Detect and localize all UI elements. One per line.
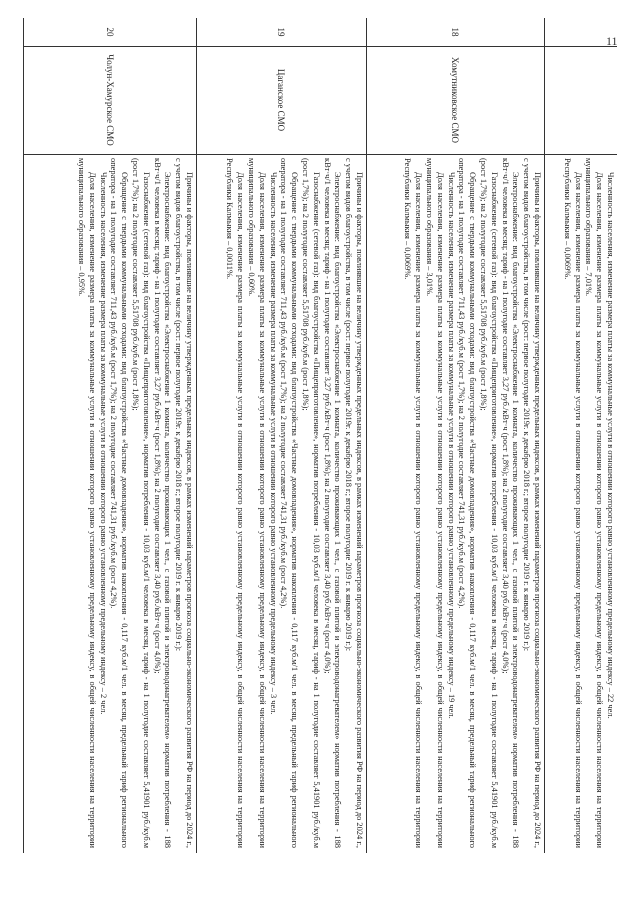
description-cell <box>224 158 364 848</box>
paragraph: Газоснабжение (сетевой газ): вид благоустройства «Пищеприготовление», норматив потребления - 10,03 куб.м/1 человека в месяц, тариф - на 1 полугодие составляет 5,41901 руб./куб.м (рост 1,7%); на 2 полугодие составляет 5,51708 руб./куб.м (рост 1,8%); <box>301 158 321 848</box>
paragraph: Численность населения, изменение размера платы за коммунальные услуги в отношении которого равно установленному предельному индексу – 2 чел. <box>98 172 108 715</box>
table-row <box>23 18 197 853</box>
paragraph: Электроснабжение: вид благоустройства «Электроснабжение 1 комната, количество проживающих 1 чел., с газовой плитой и электроводонагревателем» норматив потребления - 188 кВт·ч/1 человека в месяц; тариф - на 1 полугодие составляет 3,27 руб./кВт·ч (рост 1,8%); на 2 полугодие составляет 3,40 руб./кВт·ч (рост 4,0%); <box>500 158 521 848</box>
paragraph: Доля населения, изменение размера платы за коммунальные услуги в отношении которого равно установленному предельному индексу, в общей численности населения на территории муниципального образования – 0,95%. <box>77 158 97 848</box>
paragraph: Причины и факторы, повлиявшие на величину утвержденных предельных индексов, в рамках изменений параметров прогноза социально-экономического развития РФ на период до 2024 г., с учетом видов благоустройства, в том числе (рост: первое полугодие 2019г. к декабрю 2018 г.; второе полугодие 2019 г. к январю 2019 г.): <box>344 158 364 848</box>
municipality-name-cell: Цаганское СМО <box>196 46 366 155</box>
paragraph: Причины и факторы, повлиявшие на величину утвержденных предельных индексов, в рамках изменений параметров прогноза социально-экономического развития РФ на период до 2024 г., с учетом видов благоустройства, в том числе (рост: первое полугодие 2019г. к декабрю 2018 г.; второе полугодие 2019 г. к январю 2019 г.): <box>174 158 194 848</box>
municipality-name-cell: Чолун-Хамурское СМО <box>24 46 196 155</box>
description-cell <box>561 158 615 848</box>
paragraph: Доля населения, изменение размера платы за коммунальные услуги в отношении которого равно установленному предельному индексу, в общей численности населения на территории Республики Калмыкия – 0,0069%. <box>403 158 424 848</box>
paragraph: Газоснабжение (сетевой газ): вид благоустройства «Пищеприготовление», норматив потребления - 10,03 куб.м/1 человека в месяц, тариф - на 1 полугодие составляет 5,41901 руб./куб.м (рост 1,7%); на 2 полугодие составляет 5,51708 руб./куб.м (рост 1,8%); <box>131 158 151 848</box>
row-number-cell <box>545 18 617 47</box>
paragraph: Обращение с твердыми коммунальными отходами: вид благоустройства «Частные домовладения», норматив накопления - 0,117 куб.м/1 чел. в месяц, предельный тариф регионального оператора - на 1 полугодие составляет 711,43 руб./куб.м (рост 1,7%); на 2 полугодие составляет 741,31 руб./куб.м (рост 4,2%). <box>279 158 300 848</box>
paragraph: Причины и факторы, повлиявшие на величину утвержденных предельных индексов, в рамках изменений параметров прогноза социально-экономического развития РФ на период до 2024 г., с учетом видов благоустройства, в том числе (рост: первое полугодие 2019г. к декабрю 2018 г.; второе полугодие 2019 г. к январю 2019 г.): <box>522 158 542 848</box>
paragraph: Доля населения, изменение размера платы за коммунальные услуги в отношении которого равно установленному предельному индексу, в общей численности населения на территории муниципального образования – 0,60%. <box>247 158 267 848</box>
table-row-continuation <box>545 18 617 853</box>
row-number-cell: 20 <box>24 18 196 47</box>
rotated-table <box>19 18 617 853</box>
paragraph: Доля населения, изменение размера платы за коммунальные услуги в отношении которого равно установленному предельному индексу, в общей численности населения на территории муниципального образования – 3,01%. <box>425 158 445 848</box>
paragraph: Обращение с твердыми коммунальными отходами: вид благоустройства «Частные домовладения», норматив накопления - 0,117 куб.м/1 чел. в месяц, предельный тариф регионального оператора - на 1 полугодие составляет 711,43 руб./куб.м (рост 1,7%); на 2 полугодие составляет 741,31 руб./куб.м (рост 4,2%). <box>109 158 130 848</box>
paragraph: Численность населения, изменение размера платы за коммунальные услуги в отношении которого равно установленному предельному индексу – 22 чел. <box>606 172 615 719</box>
paragraph: Электроснабжение: вид благоустройства «Электроснабжение 1 комната, количество проживающих 1 чел., с газовой плитой и электроводонагревателем» норматив потребления - 188 кВт·ч/1 человека в месяц; тариф - на 1 полугодие составляет 3,27 руб./кВт·ч (рост 1,8%); на 2 полугодие составляет 3,40 руб./кВт·ч (рост 4,0%); <box>152 158 173 848</box>
paragraph: Доля населения, изменение размера платы за коммунальные услуги в отношении которого равно установленному предельному индексу, в общей численности населения на территории Республики Калмыкия – 0,0011%. <box>225 158 246 848</box>
paragraph: Доля населения, изменение размера платы за коммунальные услуги в отношении которого равно установленному предельному индексу, в общей численности населения на территории Республики Калмыкия – 0,0069%. <box>562 158 583 848</box>
description-cell <box>402 158 542 848</box>
description-cell <box>75 158 194 848</box>
table-row <box>196 18 367 853</box>
paragraph: Обращение с твердыми коммунальными отходами: вид благоустройства «Частные домовладения», норматив накопления - 0,117 куб.м/1 чел. в месяц, предельный тариф регионального оператора - на 1 полугодие составляет 711,43 руб./куб.м (рост 1,7%); на 2 полугодие составляет 741,31 руб./куб.м (рост 4,2%). <box>457 158 478 848</box>
row-number-cell: 19 <box>196 18 366 47</box>
row-number-cell: 18 <box>366 18 544 47</box>
paragraph: Доля населения, изменение размера платы за коммунальные услуги в отношении которого равно установленному предельному индексу, в общей численности населения на территории муниципального образования – 7,01%. <box>584 158 605 848</box>
paragraph: Численность населения, изменение размера платы за коммунальные услуги в отношении которого равно установленному предельному индексу – 3 чел. <box>268 172 278 715</box>
municipality-name-cell <box>545 46 617 155</box>
paragraph: Газоснабжение (сетевой газ): вид благоустройства «Пищеприготовление», норматив потребления - 10,03 куб.м/1 человека в месяц, тариф - на 1 полугодие составляет 5,41901 руб./куб.м (рост 1,7%); на 2 полугодие составляет 5,51708 руб./куб.м (рост 1,8%); <box>479 158 499 848</box>
table-row <box>366 18 545 853</box>
page-number: 11 <box>606 34 618 48</box>
municipality-name-cell: Хомутниковское СМО <box>366 46 544 155</box>
paragraph: Численность населения, изменение размера платы за коммунальные услуги в отношении которого равно установленному предельному индексу – 19 чел. <box>446 172 456 719</box>
paragraph: Электроснабжение: вид благоустройства «Электроснабжение 1 комната, количество проживающих 1 чел., с газовой плитой и электроводонагревателем» норматив потребления - 188 кВт·ч/1 человека в месяц; тариф - на 1 полугодие составляет 3,27 руб./кВт·ч (рост 1,8%); на 2 полугодие составляет 3,40 руб./кВт·ч (рост 4,0%); <box>322 158 343 848</box>
